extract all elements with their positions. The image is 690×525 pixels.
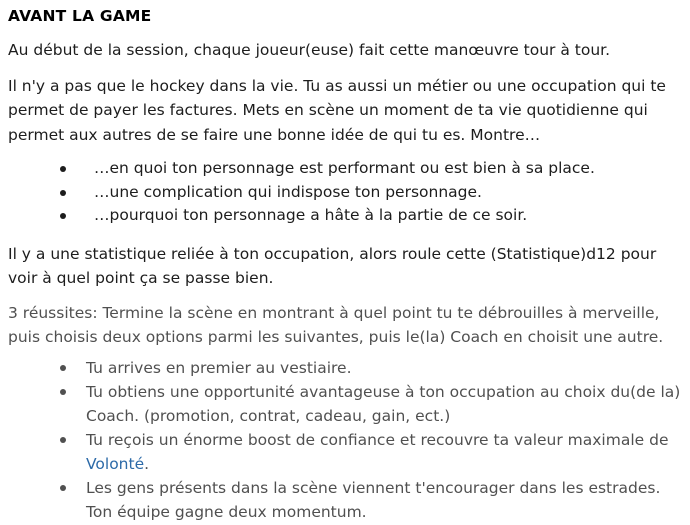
body-paragraph: Il n'y a pas que le hockey dans la vie. Tu as aussi un métier ou une occupation qui te permet de payer les factures. Mets en scène un moment de ta vie quotidienne qui permet aux autres de se faire une bonne idée de qui tu es. Montre… [8, 76, 666, 144]
option-text-end: . [144, 454, 150, 473]
list-item: …en quoi ton personnage est performant ou est bien à sa place. [60, 157, 682, 181]
stat-paragraph: Il y a une statistique reliée à ton occupation, alors roule cette (Statistique)d12 pour voir à quel point ça se passe bien. [8, 244, 657, 287]
options-list [60, 356, 682, 524]
list-item [60, 428, 682, 476]
success-paragraph: 3 réussites: Termine la scène en montrant à quel point tu te débrouilles à merveille, puis choisis deux options parmi les suivantes, puis le(la) Coach en choisit une autre. [8, 303, 664, 346]
intro-paragraph: Au début de la session, chaque joueur(euse) fait cette manœuvre tour à tour. [8, 41, 611, 59]
option-text: Tu reçois un énorme boost de confiance et recouvre ta valeur maximale de [86, 430, 669, 449]
volonte-link[interactable]: Volonté [86, 454, 145, 473]
list-item: Tu arrives en premier au vestiaire. [60, 356, 682, 380]
list-item: …une complication qui indispose ton personnage. [60, 181, 682, 205]
section-heading: AVANT LA GAME [8, 7, 152, 25]
list-item: Les gens présents dans la scène viennent t'encourager dans les estrades. Ton équipe gagne deux momentum. [60, 476, 682, 524]
show-list [60, 157, 682, 228]
list-item: Tu obtiens une opportunité avantageuse à ton occupation au choix du(de la) Coach. (promotion, contrat, cadeau, gain, ect.) [60, 380, 682, 428]
list-item: …pourquoi ton personnage a hâte à la partie de ce soir. [60, 204, 682, 228]
